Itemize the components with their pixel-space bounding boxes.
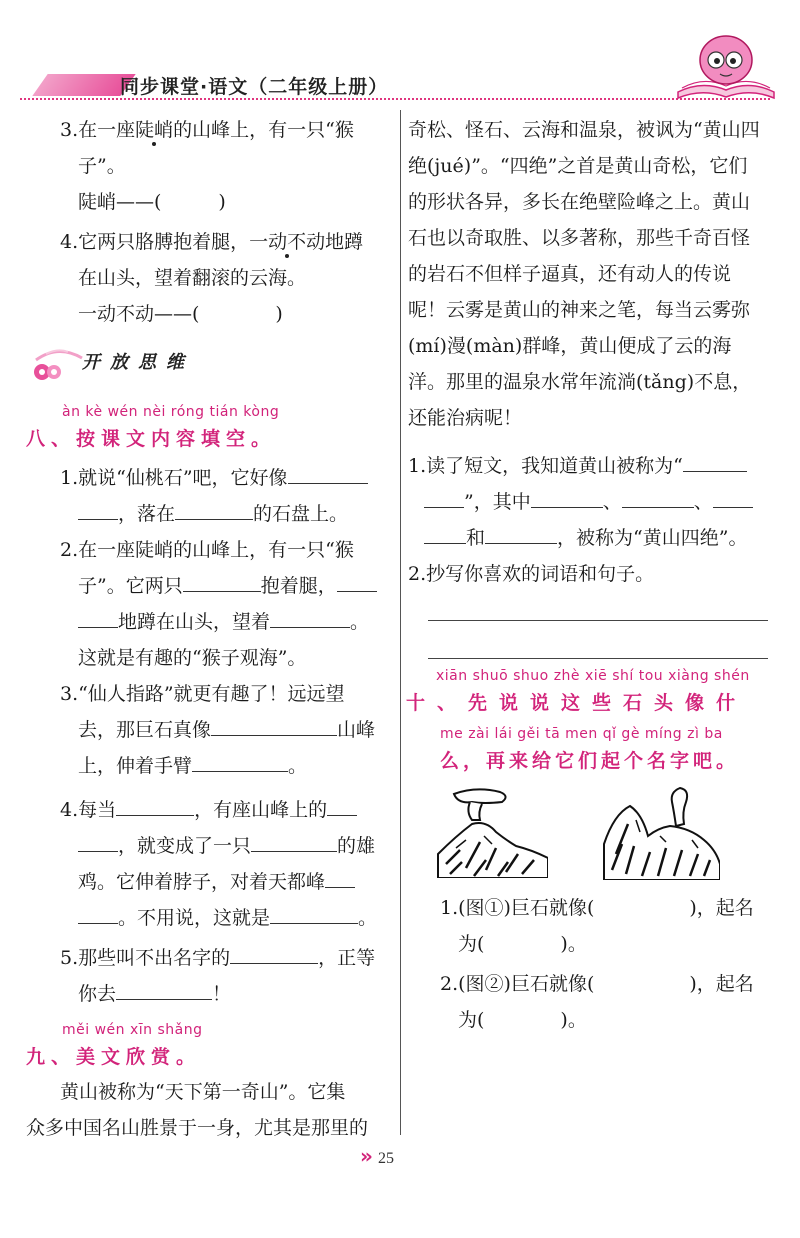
figure2-name[interactable]: 为( )。: [458, 1009, 587, 1031]
fill-blank[interactable]: [327, 793, 357, 816]
fill-blank[interactable]: [183, 569, 261, 592]
s8-item1-line2: ，落在 的石盘上。: [78, 496, 348, 532]
passage-line: 呢！云雾是黄山的神来之笔，每当云雾弥: [408, 299, 751, 321]
q4-answer[interactable]: 一动不动——( ): [78, 303, 283, 325]
fill-blank[interactable]: [713, 485, 753, 508]
page-header: [20, 70, 780, 98]
s8-item2-line3: 地蹲在山头，望着 。: [78, 604, 369, 640]
page-footer: [360, 1144, 394, 1168]
s8-item3-line1: 3.“仙人指路”就更有趣了！远远望: [60, 683, 345, 705]
fill-blank[interactable]: [78, 829, 118, 852]
flower-icon: [28, 340, 88, 384]
s8-item4-line1: 4.每当 ，有座山峰上的: [60, 792, 357, 828]
s8-item4-line3: 鸡。它伸着脖子，对着天都峰: [78, 864, 355, 900]
page-number: 25: [378, 1150, 395, 1167]
passage-line: 绝(jué)”。“四绝”之首是黄山奇松，它们: [408, 155, 748, 177]
s8-item2-line2: 子”。它两只 抱着腿，: [78, 568, 377, 604]
passage-continued: [408, 112, 760, 436]
fill-blank[interactable]: [424, 485, 464, 508]
fill-blank[interactable]: [337, 569, 377, 592]
fill-blank[interactable]: [270, 901, 358, 924]
fill-blank[interactable]: [424, 521, 466, 544]
s8-item2-line1: 2.在一座陡峭的山峰上，有一只“猴: [60, 539, 354, 561]
header-divider: [20, 98, 770, 100]
s8-item3-line2: 去，那巨石真像 山峰: [78, 712, 375, 748]
s8-item4-line2: ，就变成了一只 的雄: [78, 828, 375, 864]
figure1-name[interactable]: 为( )。: [458, 933, 587, 955]
column-divider: [400, 110, 401, 1135]
s9-title: 九、美文欣赏。: [26, 1046, 202, 1068]
fill-blank[interactable]: [116, 977, 212, 1000]
s9-pinyin: měi wén xīn shǎng: [62, 1022, 203, 1038]
s8-title: 八、按课文内容填空。: [26, 428, 277, 450]
passage-line: 还能治病呢！: [408, 407, 523, 429]
s10-pinyin-1: xiān shuō shuo zhè xiē shí tou xiàng shén: [436, 668, 750, 684]
passage-line: 洋。那里的温泉水常年流淌(tǎng)不息，: [408, 371, 752, 393]
fill-blank[interactable]: [78, 901, 118, 924]
s8-item5-line1: 5.那些叫不出名字的 ，正等: [60, 940, 375, 976]
s8-item1-line1: 1.就说“仙桃石”吧，它好像: [60, 460, 368, 496]
rock-image-1: [436, 784, 548, 878]
r-q1-line2: ”，其中 、 、: [424, 484, 753, 520]
s10-title-1: 十、先说说这些石头像什: [406, 692, 748, 714]
passage-line: (mí)漫(màn)群峰，黄山便成了云的海: [408, 335, 732, 357]
passage-line: 的岩石不但样子逼真，还有动人的传说: [408, 263, 732, 285]
figure2-question[interactable]: 2.(图②)巨石就像( )，起名: [440, 973, 754, 995]
passage-line: 奇松、怪石、云海和温泉，被讽为“黄山四: [408, 119, 760, 141]
q3-answer[interactable]: 陡峭——( ): [78, 191, 226, 213]
r-q1-line3: 和 ，被称为“黄山四绝”。: [424, 520, 747, 556]
fill-blank[interactable]: [192, 749, 288, 772]
writing-line[interactable]: [428, 658, 768, 659]
s8-pinyin: àn kè wén nèi róng tián kòng: [62, 404, 280, 420]
fill-blank[interactable]: [270, 605, 350, 628]
fill-blank[interactable]: [531, 485, 603, 508]
fill-blank[interactable]: [175, 497, 253, 520]
s10-pinyin-2: me zài lái gěi tā men qǐ gè míng zì ba: [440, 726, 723, 742]
fill-blank[interactable]: [288, 461, 368, 484]
open-thinking-label: 开放思维: [82, 352, 194, 373]
fill-blank[interactable]: [683, 449, 747, 472]
fill-blank[interactable]: [622, 485, 694, 508]
rock-image-2: [600, 784, 720, 880]
fill-blank[interactable]: [116, 793, 194, 816]
s9-passage-line2: 众多中国名山胜景于一身，尤其是那里的: [26, 1117, 369, 1139]
r-q2: 2.抄写你喜欢的词语和句子。: [408, 563, 655, 585]
double-chevron-icon: »: [360, 1144, 373, 1168]
fill-blank[interactable]: [485, 521, 557, 544]
q3-line1: 3.在一座陡峭的山峰上，有一只“猴: [60, 119, 354, 141]
passage-line: 石也以奇取胜、以多著称，那些千奇百怪: [408, 227, 751, 249]
s8-item2-line4: 这就是有趣的“猴子观海”。: [78, 647, 307, 669]
s9-passage-line1: 黄山被称为“天下第一奇山”。它集: [60, 1081, 346, 1103]
mascot-book-icon: [672, 30, 780, 100]
s8-item3-line3: 上，伸着手臂 。: [78, 748, 307, 784]
figure1-question[interactable]: 1.(图①)巨石就像( )，起名: [440, 897, 754, 919]
fill-blank[interactable]: [211, 713, 337, 736]
s8-item5-line2: 你去 ！: [78, 976, 231, 1012]
header-title: 同步课堂·语文（二年级上册）: [120, 76, 389, 98]
writing-line[interactable]: [428, 620, 768, 621]
passage-line: 的形状各异，多长在绝壁险峰之上。黄山: [408, 191, 751, 213]
q4-line1: 4.它两只胳膊抱着腿，一动不动地蹲: [60, 231, 364, 253]
s10-title-2: 么，再来给它们起个名字吧。: [440, 750, 740, 772]
r-q1-line1: 1.读了短文，我知道黄山被称为“: [408, 448, 747, 484]
q3-line2: 子”。: [78, 155, 126, 177]
fill-blank[interactable]: [78, 605, 118, 628]
fill-blank[interactable]: [230, 941, 318, 964]
q4-line2: 在山头，望着翻滚的云海。: [78, 267, 307, 289]
fill-blank[interactable]: [325, 865, 355, 888]
fill-blank[interactable]: [251, 829, 337, 852]
fill-blank[interactable]: [78, 497, 118, 520]
s8-item4-line4: 。不用说，这就是 。: [78, 900, 377, 936]
